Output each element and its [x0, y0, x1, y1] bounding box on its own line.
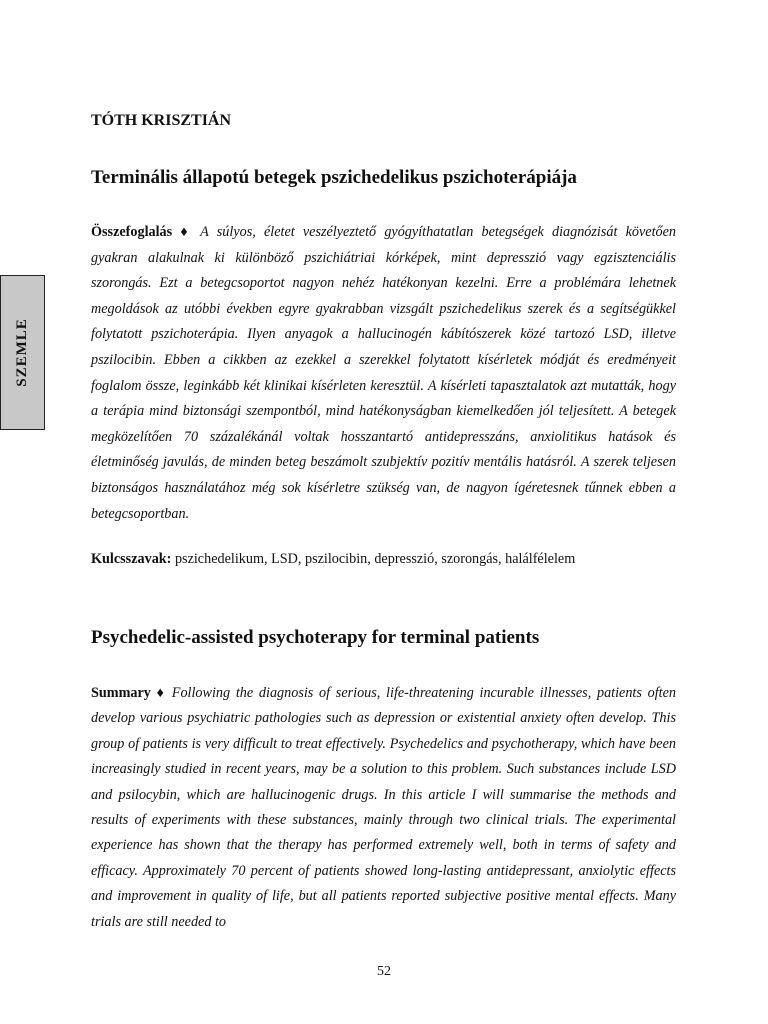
keywords-label: Kulcsszavak:	[91, 551, 172, 567]
abstract-english-body: Following the diagnosis of serious, life-threatening incurable illnesses, patients often develop various psychiatric pathologies such as depression or existential anxiety often develop. This group of patients is very difficult to treat effectively. Psychedelics and psychotherapy, which have been increasingly studied in recent years, may be a solution to this problem. Such substances include LSD and psilocybin, which are hallucinogenic drugs. In this article I will summarise the methods and results of experiments with these substances, mainly through two clinical trials. The experimental experience has shown that the therapy has performed extremely well, both in terms of safety and efficacy. Approximately 70 percent of patients showed long-lasting antidepressant, anxiolytic effects and improvement in quality of life, but all patients reported subjective positive mental effects. Many trials are still needed to	[91, 685, 676, 930]
author-name: TÓTH KRISZTIÁN	[91, 112, 232, 129]
page-number: 52	[377, 964, 391, 979]
keywords	[91, 548, 676, 570]
abstract-english-lead: Summary ♦	[91, 685, 167, 701]
keywords-value: pszichedelikum, LSD, pszilocibin, depresszió, szorongás, halálfélelem	[171, 551, 576, 567]
abstract-english	[91, 681, 676, 935]
article-title-hungarian: Terminális állapotú betegek pszichedelikus pszichoterápiája	[91, 167, 577, 188]
section-tab	[0, 275, 45, 430]
abstract-hungarian-body: A súlyos, életet veszélyeztető gyógyíthatatlan betegségek diagnózisát követően gyakran alakulnak ki különböző pszichiátriai kórképek, mint depresszió vagy egzisztenciális szorongás. Ezt a betegcsoportot nagyon nehéz hatékonyan kezelni. Erre a problémára lehetnek megoldások az utóbbi években egyre gyakrabban vizsgált pszichedelikus szerek és a segítségükkel folytatott pszichoterápia. Ilyen anyagok a hallucinogén kábítószerek közé tartozó LSD, illetve pszilocibin. Ebben a cikkben az ezekkel a szerekkel folytatott kísérletek módját és eredményeit foglalom össze, leginkább két klinikai kísérleten keresztül. A kísérleti tapasztalatok azt mutatták, hogy a terápia mind biztonsági szempontból, mind hatékonyságban kiemelkedően jól teljesített. A betegek megközelítően 70 százalékánál voltak hosszantartó antidepresszáns, anxiolitikus hatások és életminőség javulás, de minden beteg beszámolt szubjektív pozitív mentális hatásról. A szerek teljesen biztonságos használatához még sok kísérletre szükség van, de nagyon ígéretesnek tűnnek ebben a betegcsoportban.	[91, 224, 676, 522]
abstract-hungarian-lead: Összefoglalás ♦	[91, 224, 193, 240]
article-title-english: Psychedelic-assisted psychoterapy for terminal patients	[91, 627, 540, 648]
abstract-hungarian	[91, 220, 676, 527]
section-tab-label: SZEMLE	[14, 318, 30, 387]
